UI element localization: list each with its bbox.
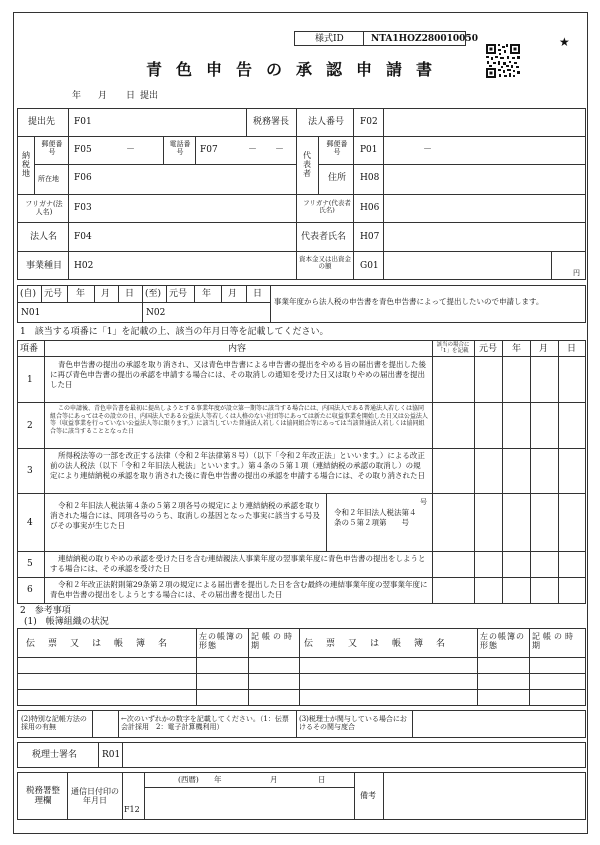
row6-no: 6: [27, 585, 33, 595]
row5-no: 5: [27, 559, 33, 569]
notes-label: 備考: [360, 791, 376, 800]
submit-month-label: 月: [98, 91, 108, 101]
business-type-label: 事業種目: [26, 261, 63, 271]
special-method-block: [17, 710, 586, 738]
tax-accountant-block: [17, 742, 586, 768]
row1-no: 1: [27, 375, 33, 385]
row3-text: 所得税法等の一部を改正する法律（令和２年法律第８号）（以下「令和２年改正法」といいます。）による改正前の法人税法（以下「令和２年旧法人税法」といいます。）第４条の５第１項（連結納税の承認の取消し）の規定により連結納税の承認を取り消された後に青色申告書の提出の承認を申請する場合には、その取り消された日: [50, 451, 425, 480]
rep-address-label: 住所: [328, 173, 347, 183]
period-from-year: 年: [76, 289, 86, 299]
field-code-f07: F07: [200, 145, 218, 155]
address-group-label: 納税地: [22, 151, 30, 179]
fiscal-period-block: [17, 285, 586, 323]
row4-side-go: 号: [420, 498, 427, 506]
yen-unit: 円: [573, 269, 580, 277]
rep-postal-label: 郵便番号: [326, 140, 348, 157]
corp-number-label: 法人番号: [308, 117, 345, 127]
furigana-corp-label: フリガナ(法人名): [25, 200, 63, 217]
col-day: 日: [567, 344, 577, 354]
field-code-g01: G01: [360, 261, 379, 271]
submit-to-label: 提出先: [28, 117, 56, 127]
field-code-f04: F04: [74, 232, 92, 242]
office-label: 税務署整理欄: [25, 786, 60, 806]
corp-name-label: 法人名: [30, 232, 58, 242]
rep-postal-dash: －: [423, 145, 433, 155]
rep-name-label: 代表者氏名: [301, 232, 347, 242]
tax-accountant-label: 税理士署名: [32, 750, 78, 760]
period-description: 事業年度から法人税の申告書を青色申告書によって提出したいので申請します。: [274, 297, 544, 306]
special-method-instruction: ←次のいずれかの数字を記載してください。（1：伝票会計採用 2：電子計算機利用）: [121, 715, 289, 732]
postal-dash: －: [126, 145, 136, 155]
special-method-label: (2)特別な記帳方法の採用の有無: [21, 715, 87, 732]
row4-no: 4: [27, 518, 33, 528]
field-code-r01: R01: [102, 750, 121, 760]
capital-label: 資本金又は出資金の額: [299, 255, 351, 271]
field-code-h07: H07: [360, 232, 380, 242]
period-to-label: (至): [145, 289, 162, 299]
row2-no: 2: [27, 421, 33, 431]
period-from-label: (自): [20, 289, 37, 299]
field-code-f01: F01: [74, 117, 92, 127]
date-stamp-label: 通信日付印の年月日: [71, 787, 119, 806]
period-to-year: 年: [202, 289, 212, 299]
row3-no: 3: [27, 466, 33, 476]
section1-table: [17, 340, 586, 604]
ledger-col-time-right: 記帳の時期: [532, 632, 576, 651]
era-west-label: (西暦): [178, 775, 199, 784]
period-from-era: 元号: [44, 289, 63, 299]
applicant-info-block: [17, 108, 586, 280]
col-no: 項番: [20, 344, 39, 354]
period-to-day: 日: [253, 289, 263, 299]
field-code-h08: H08: [360, 173, 380, 183]
row2-text: この申請後、青色申告書を最初に提出しようとする事業年度が設立第一期等に該当する場合には、内国法人である普通法人若しくは協同組合等にあってはその設立の日、内国法人である公益法人等若しくは人格のない社団等にあっては新たに収益事業を開始した日又は公益法人等（収益事業を行っていない公益法人等に限ります。）に該当していた普通法人若しくは協同組合等にあっては当該普通法人若しくは協同組合等に該当することとなった日: [50, 405, 428, 436]
period-from-month: 月: [101, 289, 111, 299]
row1-text: 青色申告書の提出の承認を取り消され、又は青色申告書による申告書の提出をやめる旨の届出書を提出した後に再び青色申告書の提出の承認を申請する場合には、その取消しの通知を受けた日又は取りやめの届出書を提出した日: [50, 360, 426, 389]
submit-day-label: 日: [126, 91, 136, 101]
phone-label: 電話番号: [169, 140, 191, 157]
col-content: 内容: [228, 344, 247, 354]
col-check: 該当の場合に「1」を記載: [436, 342, 470, 355]
period-from-day: 日: [125, 289, 135, 299]
office-use-block: [17, 772, 586, 820]
qr-code: [485, 43, 521, 79]
submit-label: 提出: [140, 91, 159, 101]
field-code-f03: F03: [74, 203, 92, 213]
accountant-involvement-label: (3)税理士が関与している場合におけるその関与度合: [299, 715, 407, 732]
ledger-col-form-left: 左の帳簿の形態: [199, 632, 244, 651]
form-id-label: 様式ID: [315, 34, 344, 44]
section2-heading: 2 参考事項: [20, 606, 71, 616]
row4-text: 令和２年旧法人税法第４条の５第２項各号の規定により連結納税の承認を取り消された場合には、同項各号のうち、取消しの基因となった事実に該当する号及びその事実が生じた日: [50, 501, 321, 530]
form-id-value: NTA1HOZ280010050: [371, 34, 478, 44]
col-era: 元号: [479, 344, 498, 354]
row6-text: 令和２年改正法附則第29条第２項の規定による届出書を提出した日を含む最終の連結事業年度の翌事業年度に青色申告書の提出をしようとする場合には、その届出書を提出した日: [50, 580, 428, 599]
tax-office-label: 税務署長: [253, 117, 290, 127]
application-form: [13, 12, 588, 834]
field-code-f02: F02: [360, 117, 378, 127]
section1-heading: 1 該当する項番に「1」を記載の上、該当の年月日等を記載してください。: [20, 327, 329, 337]
period-to-month: 月: [228, 289, 238, 299]
field-code-h06: H06: [360, 203, 380, 213]
location-label: 所在地: [38, 175, 59, 183]
field-code-h02: H02: [74, 261, 94, 271]
ledger-col-form-right: 左の帳簿の形態: [480, 632, 525, 651]
ledger-col-name-left: 伝 票 又 は 帳 簿 名: [26, 639, 170, 649]
ledger-col-time-left: 記帳の時期: [251, 632, 295, 651]
row4-side-text: 令和２年旧法人税法第４条の５第２項第 号: [334, 508, 417, 527]
furigana-rep-label: フリガナ(代表者氏名): [303, 199, 351, 215]
field-code-f06: F06: [74, 173, 92, 183]
col-month: 月: [539, 344, 549, 354]
section2-sub1: (1) 帳簿組織の状況: [24, 617, 109, 627]
col-year: 年: [512, 344, 522, 354]
row5-text: 連結納税の取りやめの承認を受けた日を含む連結親法人事業年度の翌事業年度に青色申告書の提出をしようとする場合には、その承認を受けた日: [50, 554, 426, 573]
submit-year-label: 年: [72, 91, 82, 101]
form-id-box: [294, 31, 478, 46]
phone-dash: － －: [248, 145, 285, 155]
star-mark: ★: [559, 35, 570, 49]
stamp-year-label: 年: [214, 775, 222, 784]
ledger-col-name-right: 伝 票 又 は 帳 簿 名: [304, 639, 448, 649]
field-code-f05: F05: [74, 145, 92, 155]
ledger-table: [17, 628, 586, 706]
stamp-day-label: 日: [318, 775, 326, 784]
period-to-era: 元号: [169, 289, 188, 299]
postal-label: 郵便番号: [41, 140, 63, 157]
field-code-n01: N01: [21, 308, 41, 318]
field-code-n02: N02: [146, 308, 166, 318]
field-code-f12: F12: [124, 805, 140, 814]
stamp-month-label: 月: [270, 775, 278, 784]
form-title: 青色申告の承認申請書: [146, 60, 447, 79]
rep-group-label: 代表者: [303, 151, 311, 179]
field-code-p01: P01: [360, 145, 378, 155]
